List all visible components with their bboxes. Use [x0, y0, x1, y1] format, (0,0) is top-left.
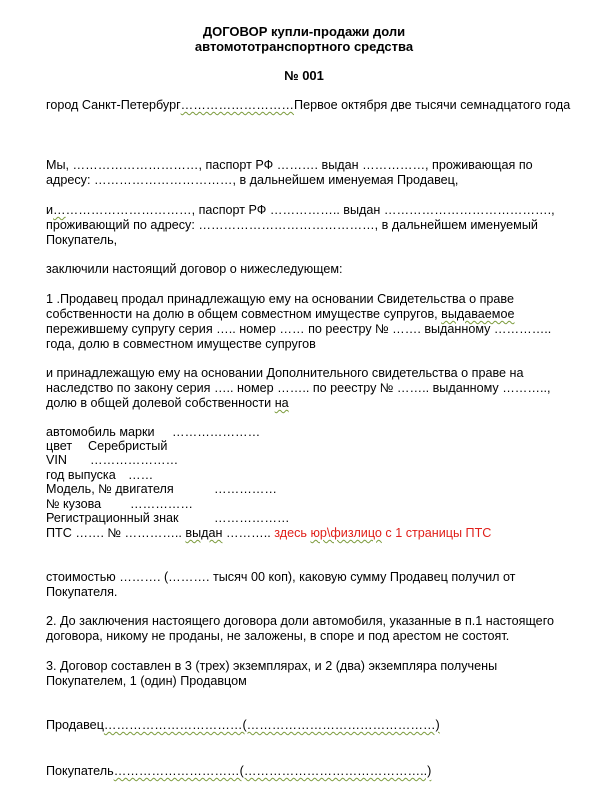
- contract-title-line1: ДОГОВОР купли-продажи доли: [202, 24, 406, 39]
- seller-line-1: Мы, …………………………, паспорт РФ ………. выдан ……………, проживающая по: [46, 158, 533, 172]
- pts-note: здесь юр\физлицо с 1 страницы ПТС: [274, 526, 492, 540]
- car-vin-fill: …………………: [90, 453, 179, 467]
- car-reg-fill: ………………: [214, 511, 290, 525]
- cost-line-1: стоимостью ………. (………. тысяч 00 коп), каковую сумму Продавец получил от: [46, 570, 516, 584]
- clause2-line-2: договора, никому не проданы, не заложены, в споре и под арестом не состоят.: [46, 629, 510, 643]
- pts-line: ПТС ……. № ………….. выдан ……….. здесь юр\физлицо с 1 страницы ПТС: [46, 526, 492, 540]
- car-brand-label: автомобиль марки: [46, 425, 155, 439]
- clause3-line-2: Покупателем, 1 (один) Продавцом: [46, 674, 247, 688]
- car-year-fill: ……: [128, 468, 154, 482]
- contract-date: Первое октября две тысячи семнадцатого года: [294, 98, 571, 112]
- clause1-line-2: собственности на долю в общем совместном имуществе супругов, выдаваемое: [46, 307, 515, 321]
- buyer-line-3: Покупатель,: [46, 233, 118, 247]
- car-engine-label: Модель, № двигателя: [46, 482, 174, 496]
- clause1-line-3: пережившему супругу серия ….. номер …… по реестру № ……. выданному …………..: [46, 322, 552, 336]
- car-vin-label: VIN: [46, 453, 67, 467]
- buyer-signature-line: [46, 764, 431, 779]
- city-fill: ………………………: [180, 98, 295, 112]
- city: город Санкт-Петербург: [46, 98, 181, 112]
- clause1b-line-2: наследство по закону серия ….. номер …….. по реестру № …….. выданному ………..,: [46, 381, 551, 395]
- seller-signature-label: Продавец: [46, 718, 104, 732]
- car-brand-fill: …………………: [172, 425, 261, 439]
- seller-signature-line: [46, 718, 440, 733]
- car-body-fill: ……………: [130, 497, 193, 511]
- car-color-value: Серебристый: [88, 439, 168, 453]
- city-date-line: [46, 98, 570, 113]
- buyer-signature-label: Покупатель: [46, 764, 114, 778]
- car-body-label: № кузова: [46, 497, 102, 511]
- seller-line-2: адресу: ……………………………, в дальнейшем именуемая Продавец,: [46, 173, 459, 187]
- car-year-label: год выпуска: [46, 468, 116, 482]
- clause1-line-1: 1 .Продавец продал принадлежащую ему на основании Свидетельства о праве: [46, 292, 514, 306]
- buyer-line-2: проживающий по адресу: ……………………………………, в дальнейшем именуемый: [46, 218, 538, 232]
- seller-signature-fill: ……………………………(………………………………………): [103, 718, 440, 732]
- contract-title-line2: автомототранспортного средства: [194, 39, 414, 54]
- buyer-line-1: и……………………………, паспорт РФ …………….. выдан ………………………………….,: [46, 203, 555, 217]
- clause3-line-1: 3. Договор составлен в 3 (трех) экземплярах, и 2 (два) экземпляра получены: [46, 659, 498, 673]
- agreement-line: заключили настоящий договор о нижеследующем:: [46, 262, 343, 276]
- buyer-signature-fill: …………………………(……………………………………..): [113, 764, 432, 778]
- clause1b-line-1: и принадлежащую ему на основании Дополнительного свидетельства о праве на: [46, 366, 524, 380]
- clause2-line-1: 2. До заключения настоящего договора доли автомобиля, указанные в п.1 настоящего: [46, 614, 555, 628]
- clause1-line-4: года, долю в совместном имуществе супругов: [46, 337, 316, 351]
- clause1b-line-3: долю в общей долевой собственности на: [46, 396, 289, 410]
- cost-line-2: Покупателя.: [46, 585, 118, 599]
- car-color-label: цвет: [46, 439, 73, 453]
- contract-number: № 001: [284, 68, 324, 83]
- car-engine-fill: ……………: [214, 482, 277, 496]
- car-reg-label: Регистрационный знак: [46, 511, 179, 525]
